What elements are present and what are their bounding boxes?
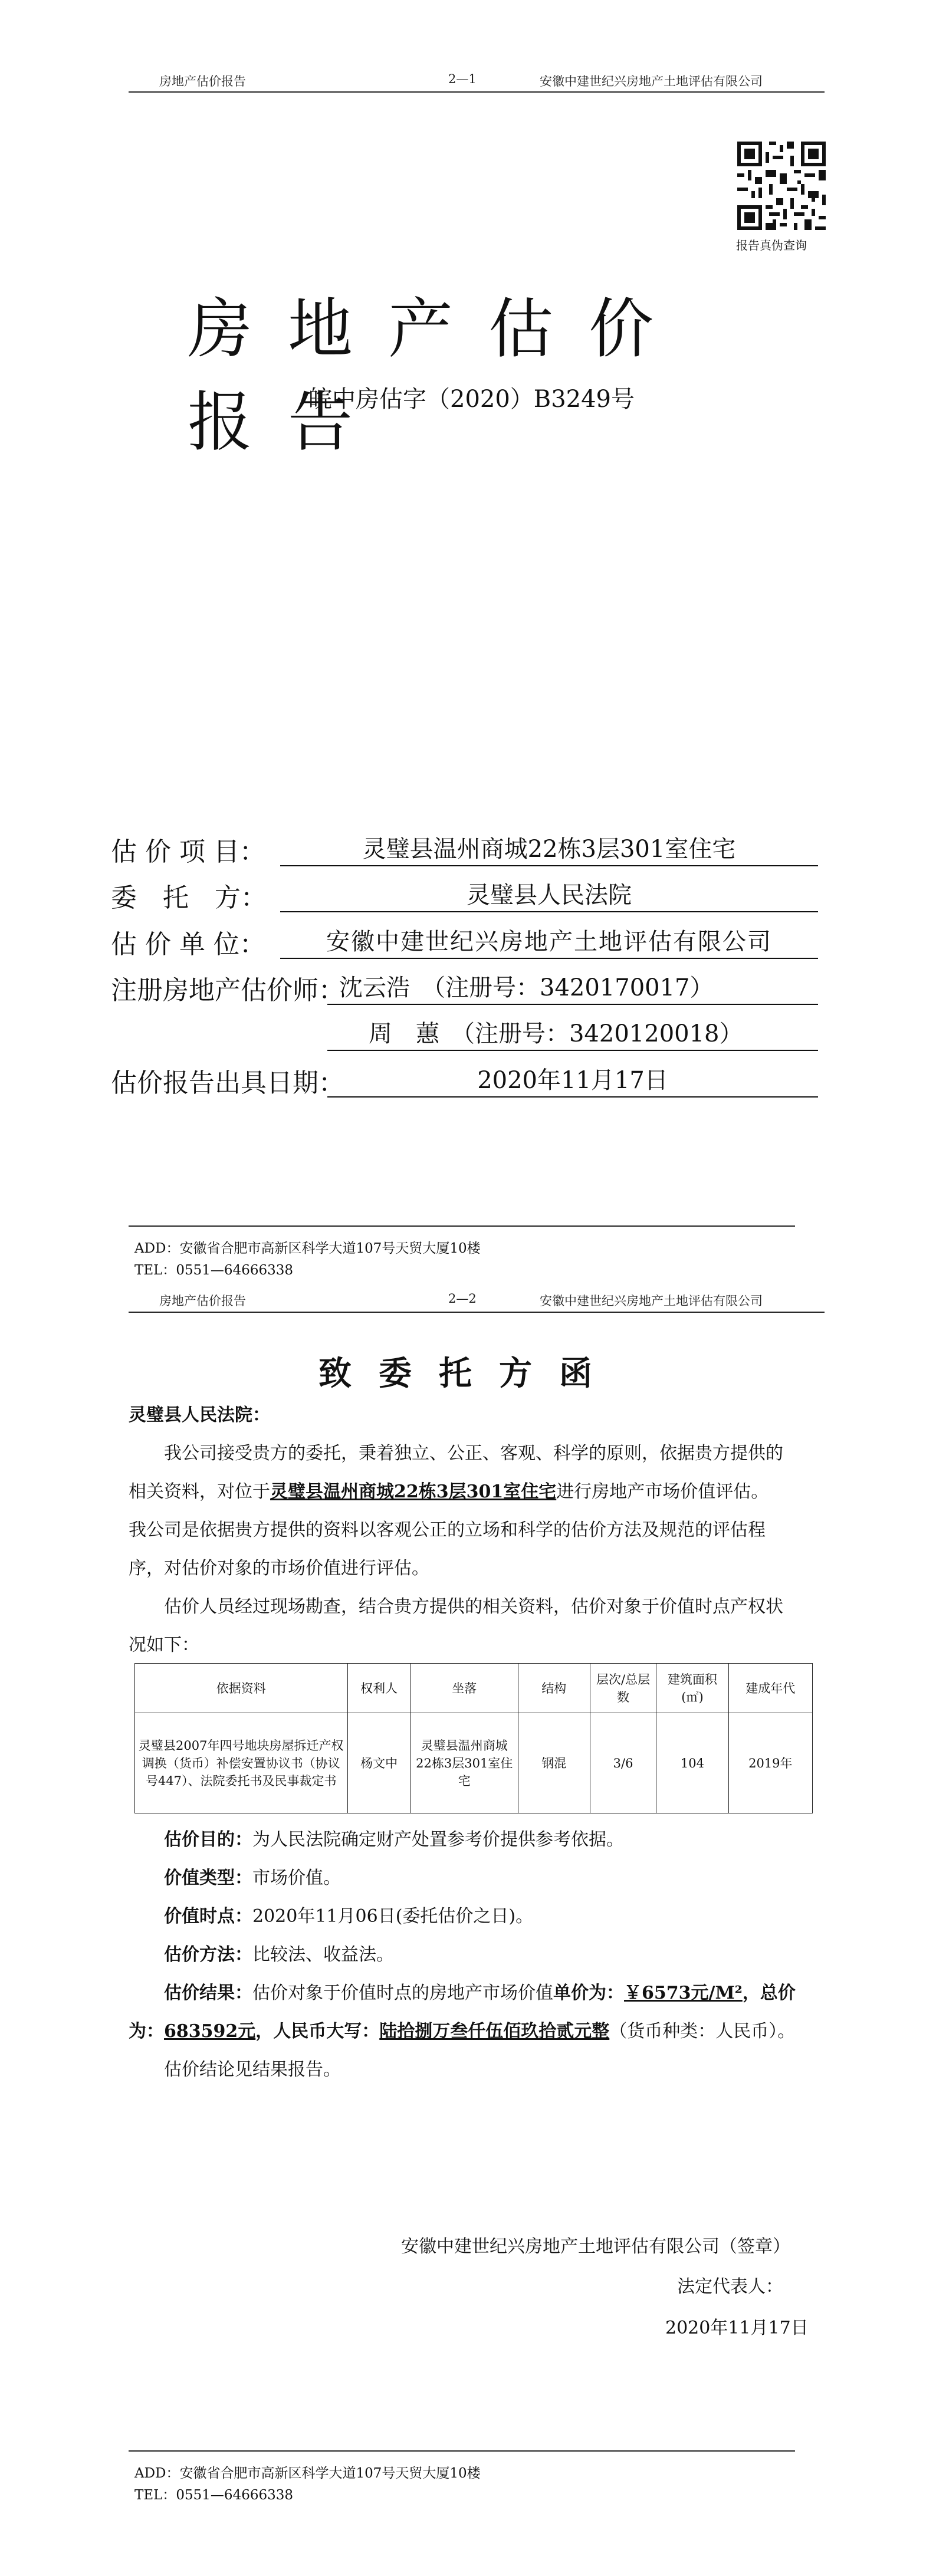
header-divider (129, 91, 825, 93)
paragraph-2-line-2: 况如下： (129, 1635, 199, 1655)
table-header: 层次/总层数 (590, 1664, 656, 1713)
header-divider (129, 1312, 825, 1313)
table-cell: 2019年 (728, 1713, 812, 1813)
purpose-label: 估价目的： (164, 1829, 252, 1850)
report-title: 房地产估价报告 (188, 291, 689, 460)
appraiser-2-value: 周 蕙 （注册号：3420120018） (327, 1015, 818, 1051)
project-label: 估 价 项 目： (111, 837, 265, 867)
value-type-label: 价值类型： (164, 1868, 252, 1888)
table-cell: 104 (656, 1713, 728, 1813)
conclusion: 估价结论见结果报告。 (164, 2059, 341, 2080)
paragraph-1-line-1: 我公司接受贵方的委托，秉着独立、公正、客观、科学的原则，依据贵方提供的 (164, 1443, 783, 1464)
paragraph-1-text-end: 进行房地产市场价值评估。 (556, 1481, 769, 1502)
paragraph-1-text: 相关资料，对位于 (129, 1481, 270, 1502)
paragraph-2-line-1: 估价人员经过现场勘查，结合贵方提供的相关资料，估价对象于价值时点产权状 (164, 1596, 783, 1617)
rmb-label: ，人民币大写： (255, 2021, 380, 2042)
header-left: 房地产估价报告 (159, 74, 246, 88)
table-cell: 3/6 (590, 1713, 656, 1813)
table-header: 结构 (518, 1664, 590, 1713)
letter-title: 致委托方函 (318, 1354, 619, 1393)
table-header: 坐落 (410, 1664, 518, 1713)
rmb-value: 陆拾捌万叁仟伍佰玖拾贰元整 (379, 2021, 610, 2042)
header-company: 安徽中建世纪兴房地产土地评估有限公司 (540, 74, 763, 88)
signature-date: 2020年11月17日 (665, 2318, 809, 2338)
property-table (134, 1663, 813, 1813)
unit-price-value: ￥6573元/M² (624, 1983, 743, 2003)
table-cell: 钢混 (518, 1713, 590, 1813)
table-header: 权利人 (347, 1664, 410, 1713)
header-page-number: 2—2 (448, 1292, 477, 1306)
footer-tel: TEL：0551—64666338 (134, 2488, 294, 2503)
method-line (164, 1937, 394, 1973)
method-value: 比较法、收益法。 (252, 1944, 394, 1965)
footer-address: ADD：安徽省合肥市高新区科学大道107号天贸大厦10楼 (134, 1241, 481, 1256)
value-type-line (164, 1861, 341, 1896)
footer-address: ADD：安徽省合肥市高新区科学大道107号天贸大厦10楼 (134, 2466, 481, 2481)
total-value: 683592元 (164, 2021, 256, 2042)
appraiser-label: 注册房地产估价师： (111, 975, 344, 1006)
report-date-label: 估价报告出具日期： (111, 1068, 344, 1098)
qr-code-icon (737, 142, 826, 230)
project-value: 灵璧县温州商城22栋3层301室住宅 (280, 830, 818, 866)
paragraph-1-line-4: 序，对估价对象的市场价值进行评估。 (129, 1558, 429, 1579)
table-header-row (135, 1664, 813, 1713)
header-left: 房地产估价报告 (159, 1294, 246, 1308)
property-address: 灵璧县温州商城22栋3层301室住宅 (270, 1481, 557, 1502)
paragraph-1-line-3: 我公司是依据贵方提供的资料以客观公正的立场和科学的估价方法及规范的评估程 (129, 1520, 766, 1540)
unit-label: 估 价 单 位： (111, 929, 265, 960)
client-value: 灵璧县人民法院 (280, 876, 818, 912)
header-company: 安徽中建世纪兴房地产土地评估有限公司 (540, 1294, 763, 1308)
table-cell: 灵璧县2007年四号地块房屋拆迁产权调换（货币）补偿安置协议书（协议号447）、法院委托书及民事裁定书 (135, 1713, 348, 1813)
table-header: 建筑面积(㎡) (656, 1664, 728, 1713)
header-page-number: 2—1 (448, 72, 477, 86)
report-number: 皖中房估字（2020）B3249号 (308, 386, 635, 413)
qr-caption: 报告真伪查询 (736, 238, 807, 252)
method-label: 估价方法： (164, 1944, 252, 1965)
value-time-line (164, 1899, 533, 1934)
footer-divider (129, 2450, 795, 2452)
footer-tel: TEL：0551—64666338 (134, 1263, 294, 1278)
result-line-2 (129, 2014, 795, 2049)
result-line-1 (164, 1976, 796, 2011)
currency-note: （货币种类：人民币）。 (609, 2021, 796, 2042)
unit-price-label: 单价为： (553, 1983, 624, 2003)
purpose-line (164, 1822, 624, 1858)
salutation: 灵璧县人民法院： (129, 1405, 270, 1425)
footer-divider (129, 1225, 795, 1227)
table-header: 建成年代 (728, 1664, 812, 1713)
appraiser-1-value: 沈云浩 （注册号：3420170017） (327, 969, 818, 1005)
table-row (135, 1713, 813, 1813)
legal-representative: 法定代表人： (677, 2276, 783, 2297)
result-text: 估价对象于价值时点的房地产市场价值 (252, 1983, 553, 2003)
signature-company: 安徽中建世纪兴房地产土地评估有限公司（签章） (401, 2236, 790, 2257)
report-date-value: 2020年11月17日 (327, 1062, 818, 1098)
total-for-label: 为： (129, 2021, 164, 2042)
table-cell: 灵璧县温州商城22栋3层301室住宅 (410, 1713, 518, 1813)
value-time-label: 价值时点： (164, 1906, 252, 1927)
table-cell: 杨文中 (347, 1713, 410, 1813)
purpose-value: 为人民法院确定财产处置参考价提供参考依据。 (252, 1829, 624, 1850)
result-label: 估价结果： (164, 1983, 252, 2003)
total-label: ，总价 (742, 1983, 796, 2003)
unit-value: 安徽中建世纪兴房地产土地评估有限公司 (280, 923, 818, 959)
paragraph-1-line-2 (129, 1474, 768, 1510)
client-label: 委 托 方： (111, 883, 267, 913)
value-type-value: 市场价值。 (252, 1868, 341, 1888)
table-header: 依据资料 (135, 1664, 348, 1713)
value-time-value: 2020年11月06日(委托估价之日)。 (252, 1906, 534, 1927)
